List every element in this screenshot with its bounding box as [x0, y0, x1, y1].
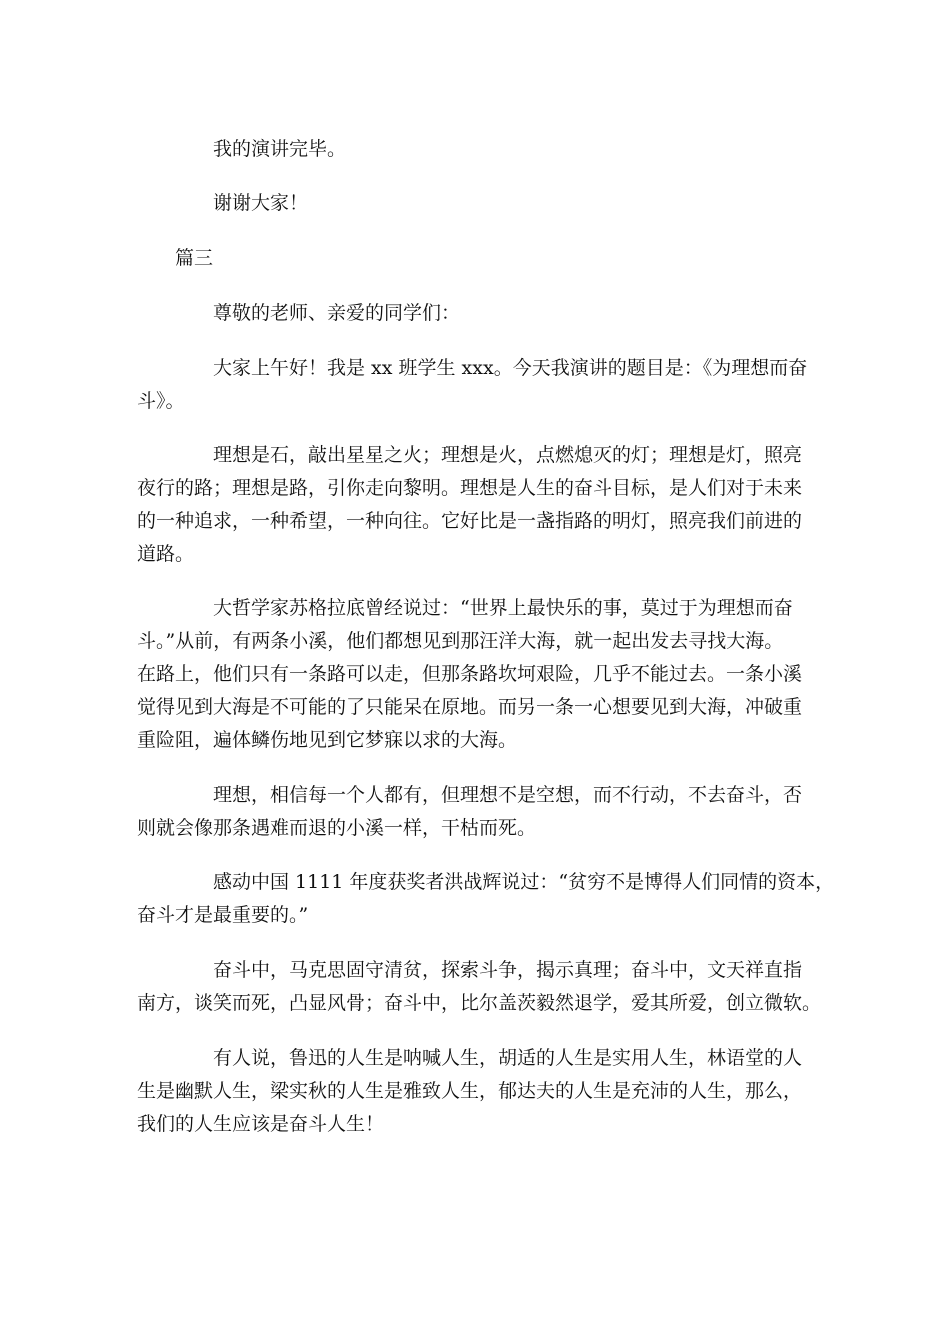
section-heading: 篇三: [175, 247, 214, 269]
paragraph-intro: 大家上午好！我是 xx 班学生 xxx。今天我演讲的题目是：《为理想而奋 斗》。: [137, 357, 808, 412]
paragraph-examples: 奋斗中，马克思固守清贫，探索斗争，揭示真理；奋斗中，文天祥直指 南方，谈笑而死，凸显风骨；奋斗中，比尔盖茨毅然退学，爱其所爱，创立微软。: [137, 959, 822, 1014]
closing-line-2: 谢谢大家！: [213, 192, 309, 214]
salutation: 尊敬的老师、亲爱的同学们：: [213, 302, 461, 324]
paragraph-hong-zhanhui: 感动中国 1111 年度获奖者洪战辉说过：“贫穷不是博得人们同情的资本， 奋斗才是最重要的。”: [137, 871, 835, 926]
paragraph-life-types: 有人说，鲁迅的人生是呐喊人生，胡适的人生是实用人生，林语堂的人 生是幽默人生，梁实秋的人生是雅致人生，郁达夫的人生是充沛的人生，那么， 我们的人生应该是奋斗人生！: [137, 1047, 803, 1135]
closing-line-1: 我的演讲完毕。: [213, 138, 347, 160]
paragraph-ideal-metaphor: 理想是石，敲出星星之火；理想是火，点燃熄灭的灯；理想是灯，照亮 夜行的路；理想是路，引你走向黎明。理想是人生的奋斗目标，是人们对于未来 的一种追求，一种希望，一种向往。它好比是一盏指路的明灯，照亮我们前进的 道路。: [137, 444, 803, 565]
paragraph-ideal-action: 理想，相信每一个人都有，但理想不是空想，而不行动，不去奋斗，否 则就会像那条遇难而退的小溪一样，干枯而死。: [137, 784, 803, 839]
paragraph-socrates-story: 大哲学家苏格拉底曾经说过：“世界上最快乐的事，莫过于为理想而奋 斗。”从前，有两条小溪，他们都想见到那汪洋大海，就一起出发去寻找大海。 在路上，他们只有一条路可以走，但那条路坎坷艰险，几乎不能过去。一条小溪 觉得见到大海是不可能的了只能呆在原地。而另一条一心想要见到大海，冲破重 重险阻，遍体鳞伤地见到它梦寐以求的大海。: [137, 597, 803, 751]
